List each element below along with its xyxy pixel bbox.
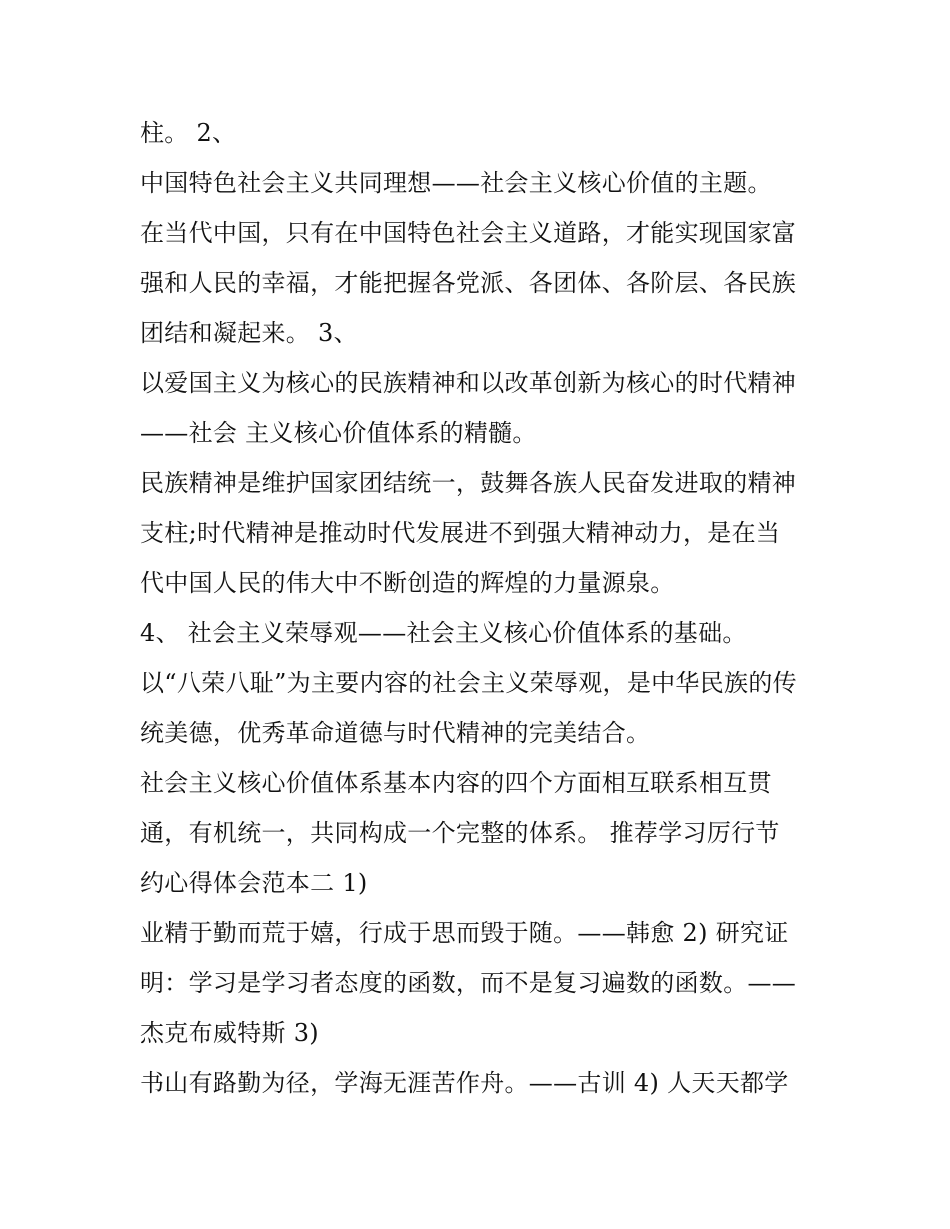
text-line: 支柱;时代精神是推动时代发展进不到强大精神动力，是在当: [140, 519, 781, 547]
text-line: 约心得体会范本二 1): [140, 869, 368, 897]
text-line: ——社会 主义核心价值体系的精髓。: [140, 419, 537, 447]
text-line: 社会主义核心价值体系基本内容的四个方面相互联系相互贯: [140, 769, 772, 797]
text-line: 以爱国主义为核心的民族精神和以改革创新为核心的时代精神: [140, 369, 797, 397]
text-line: 业精于勤而荒于嬉，行成于思而毁于随。——韩愈 2) 研究证: [140, 919, 789, 947]
text-line: 民族精神是维护国家团结统一，鼓舞各族人民奋发进取的精神: [140, 469, 797, 497]
text-line: 柱。 2、: [140, 119, 237, 147]
document-body: [140, 108, 820, 1108]
text-line: 通，有机统一，共同构成一个完整的体系。 推荐学习厉行节: [140, 819, 780, 847]
text-line: 中国特色社会主义共同理想——社会主义核心价值的主题。: [140, 169, 772, 197]
text-line: 以“八荣八耻”为主要内容的社会主义荣辱观，是中华民族的传: [140, 669, 797, 697]
text-line: 在当代中国，只有在中国特色社会主义道路，才能实现国家富: [140, 219, 797, 247]
text-line: 强和人民的幸福，才能把握各党派、各团体、各阶层、各民族: [140, 269, 797, 297]
text-line: 书山有路勤为径，学海无涯苦作舟。——古训 4) 人天天都学: [140, 1069, 789, 1097]
text-line: 明：学习是学习者态度的函数，而不是复习遍数的函数。——: [140, 969, 797, 997]
text-line: 4、 社会主义荣辱观——社会主义核心价值体系的基础。: [140, 619, 747, 647]
text-line: 代中国人民的伟大中不断创造的辉煌的力量源泉。: [140, 569, 675, 597]
text-line: 团结和凝起来。 3、: [140, 319, 358, 347]
text-line: 杰克布威特斯 3): [140, 1019, 319, 1047]
text-line: 统美德，优秀革命道德与时代精神的完美结合。: [140, 719, 651, 747]
